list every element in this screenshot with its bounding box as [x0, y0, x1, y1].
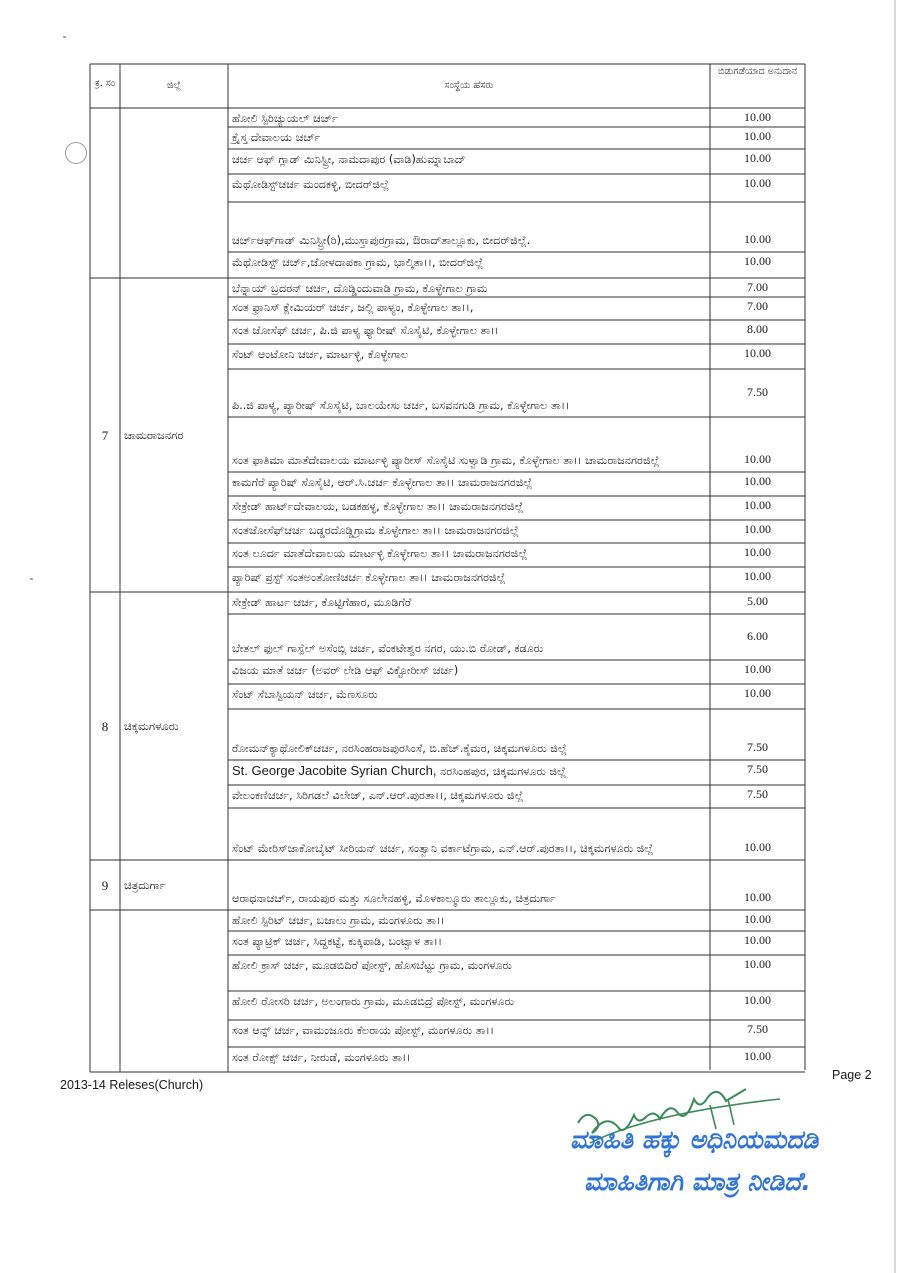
institution-name-kannada: ಸಂತ ಫ್ರಾನಿಸ್ ಕ್ಲೇಮಿಯರ್ ಚರ್ಚ, ಜಲ್ಲಿ ಪಾಳ್ಯಂ, ಕೊಳ್ಳೇಗಾಲ ತಾ।।,	[232, 301, 474, 314]
institution-name-kannada: ಸೇಕ್ರೇಡ್ ಹಾರ್ಟ್‌ದೇವಾಲಯ, ಬಡಕಹಳ್ಳ, ಕೊಳ್ಳೇಗಾಲ ತಾ।। ಚಾಮರಾಜನಗರಜಿಲ್ಲೆ	[232, 500, 524, 513]
amount-cell: 10.00	[744, 474, 771, 488]
institution-name-kannada: ಸಂತ ಜೋಸೆಫ್ ಚರ್ಚ, ಪಿ.ಜಿ ಪಾಳ್ಯ ಫ್ಯಾರೀಷ್ ಸೊಸೈಟಿ, ಕೊಳ್ಳೇಗಾಲ ತಾ।।	[232, 324, 499, 337]
institution-name	[228, 543, 710, 567]
institution-name	[228, 174, 710, 202]
footer-document-label: 2013-14 Releses(Church)	[60, 1078, 204, 1092]
amount-cell: 7.50	[747, 385, 768, 399]
institution-name-kannada: ಸಂತ ರೋಕ್ಸ್ ಚರ್ಚ, ನೀರುಡೆ, ಮಂಗಳೂರು ತಾ।।	[232, 1051, 411, 1064]
institution-name	[228, 785, 710, 808]
institution-name	[228, 520, 710, 543]
institution-name	[228, 369, 710, 417]
header-district: ಜಿಲ್ಲೆ	[166, 80, 182, 91]
institution-name-text	[232, 959, 512, 972]
institution-name-text	[232, 178, 389, 191]
institution-name-text	[232, 571, 506, 584]
institution-name	[228, 149, 710, 174]
institution-name-kannada: ಚರ್ಚ ಆಫ್ ಗ್ಲಾಡ್ ಮಿನಿಸ್ಟ್ರೀ, ನಾಮದಾಪುರ (ವಾಡಿ)ಹುಮ್ನಾಬಾದ್	[232, 153, 466, 166]
institution-name-text	[232, 995, 514, 1008]
amount-cell: 10.00	[744, 254, 771, 268]
amount-cell: 5.00	[747, 594, 768, 608]
amount-cell: 10.00	[744, 890, 771, 904]
institution-name-text	[232, 112, 338, 125]
amount-cell: 8.00	[747, 322, 768, 336]
institution-name-kannada: ಸೆಂಟ್ ಆಂಟೋನಿ ಚರ್ಚ, ಮಾರ್ಟಳ್ಳಿ, ಕೊಳ್ಳೇಗಾಲ	[232, 348, 409, 361]
group-serial: 8	[101, 718, 109, 734]
institution-name-text	[232, 935, 442, 948]
stamp-line-2: ಮಾಹಿತಿಗಾಗಿ ಮಾತ್ರ ನೀಡಿದೆ.	[584, 1167, 811, 1196]
institution-name-text	[232, 396, 569, 415]
institution-name	[228, 1047, 710, 1072]
group-serial: 9	[101, 877, 109, 893]
institution-name-text	[232, 639, 543, 658]
group-district	[120, 910, 228, 1072]
institution-name-kannada: ಸಂತ ಪ್ಯಾಟ್ರಿಕ್ ಚರ್ಚ, ಸಿದ್ದಕಟ್ಟೆ, ಕುಕ್ಕಿಪಾಡಿ, ಬಂಟ್ವಾಳ ತಾ।।	[232, 935, 443, 948]
institution-name-text	[232, 1024, 494, 1037]
institution-name-text	[232, 596, 411, 609]
institution-name-kannada: ಆರಾಧನಾಚರ್ಚ್, ರಾಯಪುರ ಮತ್ತು ಸೂಲೇನಹಳ್ಳಿ, ಮೊಳಕಾಲ್ಮೂರು ತಾಲ್ಲೂಕು, ಚಿತ್ರದುರ್ಗಾ	[232, 892, 556, 905]
group-serial	[90, 108, 120, 278]
institution-name	[228, 108, 710, 127]
amount-cell: 10.00	[744, 840, 771, 854]
header-amount: ಬಿಡುಗಡೆಯಾದ ಅನುದಾನ	[717, 66, 798, 77]
institution-name-text	[232, 664, 458, 677]
institution-name-text	[232, 153, 466, 166]
rti-stamp	[560, 1085, 880, 1215]
institution-name-kannada: ರೋಮನ್‌ಕ್ಯಾಥೋಲಿಕ್‌ಚರ್ಚ, ನರಸಿಂಹರಾಜಪುರಸಿಂಸೆ, ಬಿ.ಹೆಚ್.ಕೈಮರ, ಚಿಕ್ಕಮಗಳೂರು ಜಿಲ್ಲೆ	[232, 742, 567, 755]
amount-cell: 10.00	[744, 545, 771, 559]
institution-name-kannada: ಸೆಂಟ್ ಮೇರಿಸ್‌ಜಾಕೋಬೈಟ್ ಸೀರಿಯನ್ ಚರ್ಚ, ಸಂತ್ವಾನಿ ವರ್ಕಾಟೆಗ್ರಾಮ, ಎನ್.ಆರ್.ಪುರತಾ।।, ಚಿಕ್ಕಮಗಳೂರು ಜಿಲ್ಲೆ	[232, 842, 654, 855]
institution-name	[228, 910, 710, 931]
institution-name	[228, 202, 710, 252]
institution-name	[228, 320, 710, 344]
institution-name-text	[232, 547, 527, 560]
amount-cell: 10.00	[744, 110, 771, 124]
institution-name	[228, 614, 710, 660]
institution-name-text	[232, 451, 660, 470]
amount-cell: 7.50	[747, 1022, 768, 1036]
amount-cell: 10.00	[744, 232, 771, 246]
institution-name-text	[232, 889, 556, 908]
institution-name	[228, 567, 710, 592]
amount-cell: 10.00	[744, 151, 771, 165]
group-district: ಚಿಕ್ಕಮಗಳೂರು	[124, 718, 179, 733]
institution-name	[228, 472, 710, 496]
institution-name-text	[232, 1051, 410, 1064]
institution-name	[228, 592, 710, 614]
institution-name	[228, 127, 710, 149]
amount-cell: 7.00	[747, 280, 768, 294]
institution-name-text	[232, 789, 524, 802]
header-institution: ಸಂಸ್ಥೆಯ ಹೆಸರು	[444, 80, 494, 91]
amount-cell: 7.50	[747, 740, 768, 754]
institution-name-text	[232, 231, 530, 250]
institution-name-latin: St. George Jacobite Syrian Church,	[232, 763, 437, 778]
institution-name	[228, 931, 710, 955]
header-serial: ಕ್ರ. ಸಂ	[95, 78, 115, 89]
institution-name-kannada: ಸಂತ ಲೂರ್ದ ಮಾತೆದೇವಾಲಯ ಮಾರ್ಟಳ್ಳಿ ಕೊಳ್ಳೇಗಾಲ ತಾ।। ಚಾಮರಾಜನಗರಜಿಲ್ಲೆ	[232, 547, 528, 560]
institution-name	[228, 1020, 710, 1047]
amount-cell: 10.00	[744, 452, 771, 466]
institution-name-kannada: ಸಂತ ಆನ್ಸ್ ಚರ್ಚ, ವಾಮಂಜೂರು ಕೆಲರಾಯ ಪೋಸ್ಟ್, ಮಂಗಳೂರು ತಾ।।	[232, 1024, 495, 1037]
institution-name	[228, 252, 710, 278]
institution-name	[228, 660, 710, 684]
institution-name-kannada: ಹೋಲಿ ಕ್ರಾಸ್ ಚರ್ಚ, ಮೂಡಬಿದಿರೆ ಪೋಸ್ಟ್, ಹೊಸಬೆಟ್ಟು ಗ್ರಾಮ, ಮಂಗಳೂರು	[232, 959, 512, 972]
institution-name-kannada: ನರಸಿಂಹಪುರ, ಚಿಕ್ಕಮಗಳೂರು ಜಿಲ್ಲೆ	[436, 765, 567, 778]
institution-name-kannada: ಸಂತಜೋಸೆಫ್‌ಚರ್ಚ ಬಡ್ಡರದೊಡ್ಡಿಗ್ರಾಮ ಕೊಳ್ಳೇಗಾಲ ತಾ।। ಚಾಮರಾಜನಗರಜಿಲ್ಲೆ	[232, 524, 519, 537]
institution-name-kannada: ಕ್ರೈಸ್ತ ದೇವಾಲಯ ಚರ್ಚ್	[232, 131, 321, 144]
institution-name-text	[232, 688, 378, 701]
group-serial	[90, 910, 120, 1072]
amount-cell: 10.00	[744, 346, 771, 360]
institution-name-text	[232, 914, 445, 927]
institution-name-text	[232, 524, 519, 537]
institution-name-text	[232, 324, 499, 337]
institution-name-kannada: ವಿಜಯ ಮಾತೆ ಚರ್ಚ (ಅವರ್ ಲೇಡಿ ಆಫ್ ವಿಕ್ಟೋರೀಸ್ ಚರ್ಚ)	[232, 664, 459, 677]
amount-cell: 10.00	[744, 933, 771, 947]
group-district	[120, 108, 228, 278]
institution-name	[228, 278, 710, 297]
institution-name	[228, 496, 710, 520]
institution-name	[228, 808, 710, 860]
amount-cell: 7.00	[747, 299, 768, 313]
institution-name-kannada: ಹೋಲಿ ಸ್ಪಿರಿಟ್ ಚರ್ಚ, ಬಜಾಲು ಗ್ರಾಮ, ಮಂಗಳೂರು ತಾ।।	[232, 914, 445, 927]
group-district: ಚಾಮರಾಜನಗರ	[124, 427, 184, 442]
group-serial: 7	[101, 427, 109, 443]
stamp-line-1: ಮಾಹಿತಿ ಹಕ್ಕು ಅಧಿನಿಯಮದಡಿ	[570, 1125, 819, 1154]
institution-name-kannada: ಮೆಥೋಡಿಸ್ಟ್ ಚರ್ಚ್,ಜೋಳದಾಪಕಾ ಗ್ರಾಮ, ಭಾಲ್ಕಿತಾ।।, ಬೀದರ್‌ಜಿಲ್ಲೆ	[232, 256, 484, 269]
group-district: ಚಿತ್ರದುರ್ಗಾ	[124, 877, 166, 892]
institution-name-text	[232, 301, 474, 314]
institution-name-kannada: ಮೆಥೋಡಿಸ್ಟ್‌ಚರ್ಚ ಮಂದಕಳ್ಳಿ, ಬೀದರ್‌ಜಿಲ್ಲೆ	[232, 178, 390, 191]
amount-cell: 10.00	[744, 1049, 771, 1063]
institution-name	[228, 991, 710, 1020]
institution-name-kannada: ಬೆನ್ನಾಯ್ ಬ್ರದರನ್ ಚರ್ಚ, ದೊಡ್ಡಿಂದುವಾಡಿ ಗ್ರಾಮ, ಕೊಳ್ಳೇಗಾಲ ಗ್ರಾಮ	[232, 282, 488, 295]
institution-name-kannada: ಕಾಮಗೆರೆ ಪ್ಯಾರಿಷ್ ಸೊಸೈಟಿ, ಆರ್.ಸಿ.ಚರ್ಚ ಕೊಳ್ಳೇಗಾಲ ತಾ।। ಚಾಮರಾಜನಗರಜಿಲ್ಲೆ	[232, 476, 533, 489]
institution-name	[228, 684, 710, 709]
institution-name-text	[232, 476, 532, 489]
institution-name-text	[232, 500, 523, 513]
amount-cell: 10.00	[744, 522, 771, 536]
institution-name	[228, 955, 710, 991]
amount-cell: 10.00	[744, 993, 771, 1007]
footer-page-number: Page 2	[832, 1068, 872, 1082]
amount-cell: 10.00	[744, 957, 771, 971]
institution-name	[228, 760, 710, 785]
institution-name-text	[232, 348, 408, 361]
institution-name	[228, 297, 710, 320]
institution-name-kannada: ಸೆಂಟ್ ಸೆಬಾಸ್ಟಿಯನ್ ಚರ್ಚ, ಮೆಣಸೂರು	[232, 688, 378, 701]
institution-name-kannada: ಹೋಲಿ ಸ್ಪಿರಿಚ್ಯುಯಲ್ ಚರ್ಚ್	[232, 112, 338, 125]
amount-cell: 10.00	[744, 912, 771, 926]
amount-cell: 10.00	[744, 686, 771, 700]
amount-cell: 10.00	[744, 498, 771, 512]
institution-name-kannada: ಪಿ..ಜಿ ಪಾಳ್ಯ, ಪ್ಯಾರೀಷ್ ಸೊಸೈಟಿ, ಬಾಲಯೇಸು ಚರ್ಚ, ಬಸವನಗುಡಿ ಗ್ರಾಮ, ಕೊಳ್ಳೇಗಾಲ ತಾ।।	[232, 399, 570, 412]
institution-name-text	[232, 282, 488, 295]
institution-name	[228, 860, 710, 910]
amount-cell: 10.00	[744, 176, 771, 190]
institution-name-text	[232, 131, 320, 144]
institution-name-text	[232, 765, 566, 778]
amount-cell: 10.00	[744, 129, 771, 143]
institution-name-text	[232, 839, 653, 858]
institution-name-kannada: ಸಂತ ಫಾತಿಮಾ ಮಾತೆದೇವಾಲಯ ಮಾರ್ಟಳ್ಳಿ ಪ್ಯಾರೀಸ್ ಸೊಸೈಟಿ ಸುಳ್ವಾಡಿ ಗ್ರಾಮ, ಕೊಳ್ಳೇಗಾಲ ತಾ।। ಚಾಮರಾಜನಗರಜಿಲ್ಲೆ	[232, 454, 660, 467]
amount-cell: 10.00	[744, 569, 771, 583]
amount-cell: 10.00	[744, 662, 771, 676]
institution-name-kannada: ಸೇಕ್ರೇಡ್ ಹಾರ್ಟ ಚರ್ಚ, ಕೊಟ್ಟಿಗೆಹಾರ, ಮೂಡಿಗೆರೆ	[232, 596, 412, 609]
institution-name-kannada: ಹೋಲಿ ರೋಸರಿ ಚರ್ಚ, ಅಲಂಗಾರು ಗ್ರಾಮ, ಮೂಡಬಿದ್ರೆ ಪೋಸ್ಟ್, ಮಂಗಳೂರು	[232, 995, 515, 1008]
institution-name-text	[232, 256, 483, 269]
amount-cell: 7.50	[747, 762, 768, 776]
institution-name-kannada: ಬೇತಲ್ ಫುಲ್ ಗಾಸ್ಪೆಲ್ ಅಸೆಂಬ್ಲಿ ಚರ್ಚ, ವೆಂಕಟೇಶ್ವರ ನಗರ, ಯು.ಬಿ ರೋಡ್, ಕಡೂರು	[232, 642, 544, 655]
institution-name-kannada: ಪ್ಯಾರಿಷ್ ಪ್ರಸ್ಟ್ ಸಂತಅಂತೋಣಿಚರ್ಚ ಕೊಳ್ಳೇಗಾಲ ತಾ।। ಚಾಮರಾಜನಗರಜಿಲ್ಲೆ	[232, 571, 506, 584]
institution-name	[228, 417, 710, 472]
institution-name-kannada: ವೇಲಂಕಣಿಚರ್ಚ, ಸಿರಿಗಡಲೆ ವಿಲೇಜ್, ಎನ್.ಆರ್.ಪುರತಾ।।, ಚಿಕ್ಕಮಗಳೂರು ಜಿಲ್ಲೆ	[232, 789, 524, 802]
institution-name-text	[232, 739, 567, 758]
amount-cell: 7.50	[747, 787, 768, 801]
institution-name	[228, 344, 710, 369]
amount-cell: 6.00	[747, 629, 768, 643]
institution-name-kannada: ಚರ್ಚ್‌ಆಫ್‌ಗಾಡ್ ಮಿನಿಸ್ಟ್ರೀ(ರಿ),ಮುಸ್ತಾಪುರಗ್ರಾಮ, ಔರಾದ್‌ತಾಲ್ಲೂಕು, ಬೀದರ್‌ಜಿಲ್ಲೆ.	[232, 234, 531, 247]
institution-name	[228, 709, 710, 760]
